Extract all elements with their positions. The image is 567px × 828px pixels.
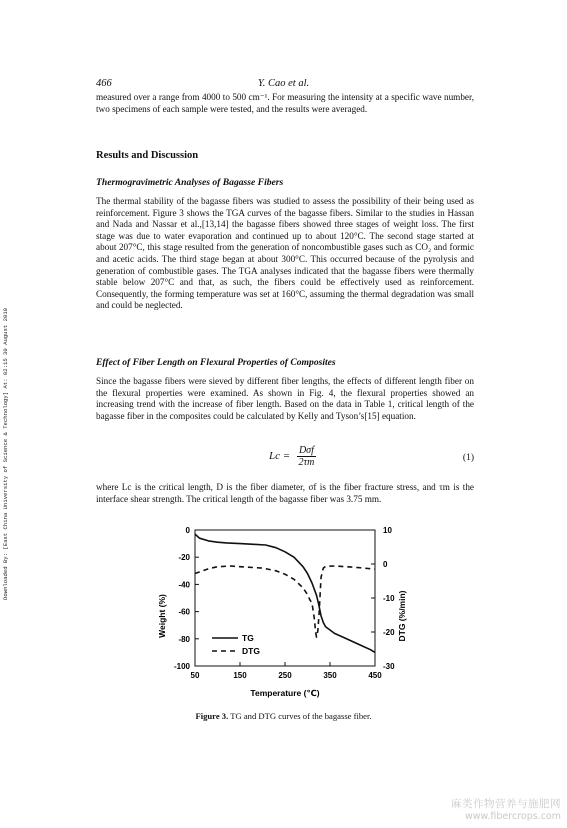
y2-axis-label: DTG (%/min) xyxy=(397,590,407,642)
running-authors: Y. Cao et al. xyxy=(257,78,310,89)
site-watermark xyxy=(451,796,561,822)
x-tick-label: 350 xyxy=(323,671,337,680)
equation-lhs: Lc = xyxy=(269,450,291,463)
y2-tick-label: -20 xyxy=(383,628,395,637)
tg-curve xyxy=(195,534,375,652)
para-where: where Lc is the critical length, D is the fiber diameter, σf is the fiber fracture stress, and τm is the interface shear strength. The critical length of the bagasse fiber was 3.75 mm. xyxy=(96,482,474,504)
legend xyxy=(212,633,260,656)
page-number: 466 xyxy=(96,78,112,89)
running-header xyxy=(96,78,471,92)
equation-denominator: 2τm xyxy=(298,457,315,468)
equation-number: (1) xyxy=(462,453,474,463)
para-tga: The thermal stability of the bagasse fibers was studied to assess the possibility of their being used as reinforcement. Figure 3 shows the TGA curves of the bagasse fibers. Similar to the studies in Hassan and Nada and Nassar et al.,[13,14] the bagasse fibers showed three stages of weight loss. The first stage was due to water evaporation and continued up to about 120°C. The second stage started at about 207°C, this stage resulted from the generation of noncombustible gases such as CO₂ and formic and acetic acids. The third stage began at about 300°C. This occurred because of the pyrolysis and generation of combustible gases. The TGA analyses indicated that the bagasse fibers were thermally stable below 207°C and that, as such, the fibers could be effectively used as reinforcement. Consequently, the forming temperature was set at 160°C, assuming the thermal degradation was small and could be neglected. xyxy=(96,196,474,311)
y2-tick-label: -30 xyxy=(383,662,395,671)
legend-label-tg: TG xyxy=(242,633,254,643)
series-layer xyxy=(195,534,375,652)
y-tick-label: -60 xyxy=(178,607,190,617)
para-fiber-length: Since the bagasse fibers were sieved by different fiber lengths, the effects of different length fiber on the flexural properties were examined. As shown in Fig. 4, the flexural properties showed an increasing trend with the increase of fiber length. Based on the data in Table 1, critical length of the bagasse fiber in the composites could be calculated by Kelly and Tyson’s[15] equation. xyxy=(96,376,474,421)
watermark-line-1: 麻类作物营养与施肥网 xyxy=(451,798,561,810)
subsection-fiber-length-title: Effect of Fiber Length on Flexural Properties of Composites xyxy=(96,357,336,368)
equation-1 xyxy=(96,443,474,477)
y-tick-label: 0 xyxy=(185,526,190,535)
y-tick-label: -100 xyxy=(173,662,190,671)
x-axis-label: Temperature (℃) xyxy=(250,688,320,698)
x-tick-label: 250 xyxy=(278,671,292,680)
figure-caption xyxy=(0,711,567,721)
y-tick-label: -40 xyxy=(178,580,190,590)
equation-fraction xyxy=(297,445,316,468)
dtg-curve xyxy=(195,566,375,637)
y-tick-label: -20 xyxy=(178,553,190,563)
equation-body xyxy=(269,445,316,468)
download-note: Downloaded By: [East China University of Science & Technology] At: 02:15 30 August 2010 xyxy=(2,307,9,600)
subsection-tga-title: Thermogravimetric Analyses of Bagasse Fibers xyxy=(96,177,284,188)
y-tick-label: -80 xyxy=(178,634,190,644)
x-tick-label: 150 xyxy=(233,671,247,680)
x-axis-ticks xyxy=(191,662,383,680)
figure-caption-label: Figure 3. xyxy=(195,711,229,721)
figure-3-chart xyxy=(0,520,567,710)
equation-numerator: Dσf xyxy=(298,445,314,456)
y2-tick-label: -10 xyxy=(383,594,395,603)
para-intro: measured over a range from 4000 to 500 cm⁻¹. For measuring the intensity at a specific wave number, two specimens of each sample were tested, and the results were averaged. xyxy=(96,92,474,114)
y-axis-label: Weight (%) xyxy=(157,594,167,638)
plot-frame xyxy=(195,530,375,666)
legend-label-dtg: DTG xyxy=(242,646,260,656)
x-tick-label: 50 xyxy=(190,671,200,680)
y2-tick-label: 0 xyxy=(383,560,388,569)
section-title: Results and Discussion xyxy=(96,150,199,161)
y2-tick-label: 10 xyxy=(383,526,392,535)
watermark-line-2: www.fibercrops.com xyxy=(464,811,561,822)
figure-caption-text: TG and DTG curves of the bagasse fiber. xyxy=(230,711,372,721)
plot-border xyxy=(195,530,375,666)
x-tick-label: 450 xyxy=(368,671,382,680)
